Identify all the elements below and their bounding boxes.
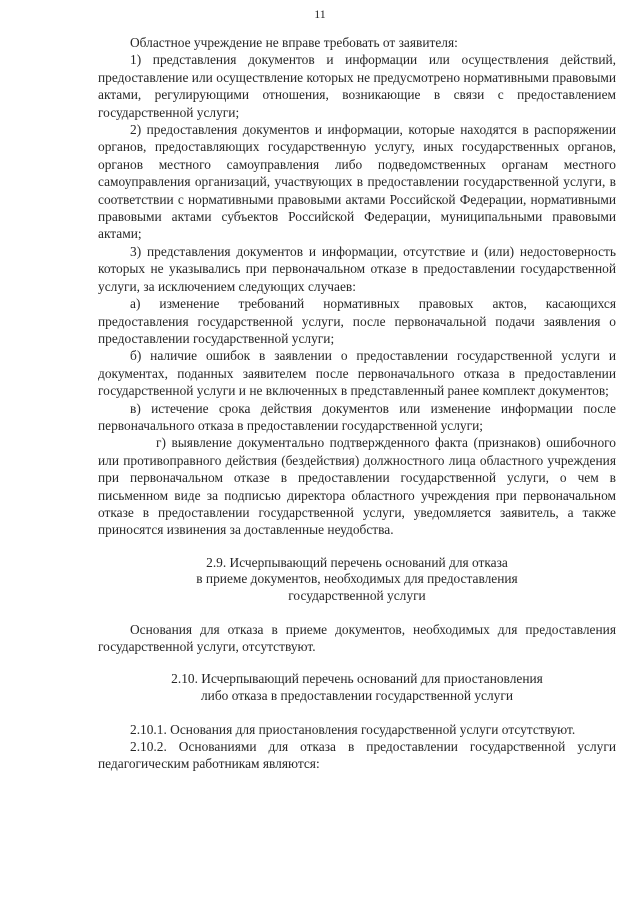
list-item-2: 2) предоставления документов и информации, которые находятся в распоряжении органов, предоставляющих государственную услугу, иных государственных органов, органов местного самоуправления либо подведомственных органам местного самоуправления организаций, участвующих в предоставлении государственной услуги, в соответствии с нормативными правовыми актами Российской Федерации, нормативными правовыми актами субъектов Российской Федерации, муниципальными правовыми актами; — [98, 122, 616, 242]
section-2-9-heading — [98, 555, 616, 605]
section-2-10-title-line: либо отказа в предоставлении государственной услуги — [200, 687, 514, 703]
section-2-9-title-line: государственной услуги — [288, 587, 426, 603]
subitem-a: а) изменение требований нормативных правовых актов, касающихся предоставления государственной услуги, после первоначальной подачи заявления о предоставлении государственной услуги; — [98, 296, 616, 346]
section-2-10-title-line: 2.10. Исчерпывающий перечень оснований для приостановления — [171, 671, 543, 687]
section-2-9-title-line: в приеме документов, необходимых для предоставления — [196, 571, 518, 587]
section-2-10-1-paragraph: 2.10.1. Основания для приостановления государственной услуги отсутствуют. — [130, 721, 576, 737]
list-item-1: 1) представления документов и информации или осуществления действий, предоставление или осуществление которых не предусмотрено нормативными правовыми актами, регулирующими отношения, возникающие в связи с предоставлением государственной услуги; — [98, 52, 616, 120]
section-2-10-2-paragraph: 2.10.2. Основаниями для отказа в предоставлении государственной услуги педагогическим работникам являются: — [98, 738, 616, 772]
section-2-9-text: Основания для отказа в приеме документов, необходимых для предоставления государственной услуги, отсутствуют. — [98, 621, 616, 654]
document-body — [98, 34, 616, 773]
section-2-9-title-line: 2.9. Исчерпывающий перечень оснований для отказа — [206, 554, 508, 570]
list-item-3: 3) представления документов и информации, отсутствие и (или) недостоверность которых не указывались при первоначальном отказе в предоставлении государственной услуги, за исключением следующих случаев: — [98, 243, 616, 294]
page-number: 11 — [314, 7, 326, 21]
subitem-g: г) выявление документально подтвержденного факта (признаков) ошибочного или противоправного действия (бездействия) должностного лица областного учреждения при первоначальном отказе в предоставлении государственной услуги, о чем в письменном виде за подписью директора областного учреждения при первоначальном отказе в предоставлении государственной услуги, уведомляется заявитель, а также приносятся извинения за доставленные неудобства. — [98, 435, 616, 538]
section-2-10-heading — [98, 671, 616, 704]
subitem-b: б) наличие ошибок в заявлении о предоставлении государственной услуги и документах, поданных заявителем после первоначального отказа в предоставлении государственной услуги и не включенных в представленный ранее комплект документов; — [98, 348, 616, 399]
intro-paragraph: Областное учреждение не вправе требовать от заявителя: — [130, 35, 458, 50]
subitem-v: в) истечение срока действия документов или изменение информации после первоначального отказа в предоставлении государственной услуги; — [98, 400, 616, 433]
